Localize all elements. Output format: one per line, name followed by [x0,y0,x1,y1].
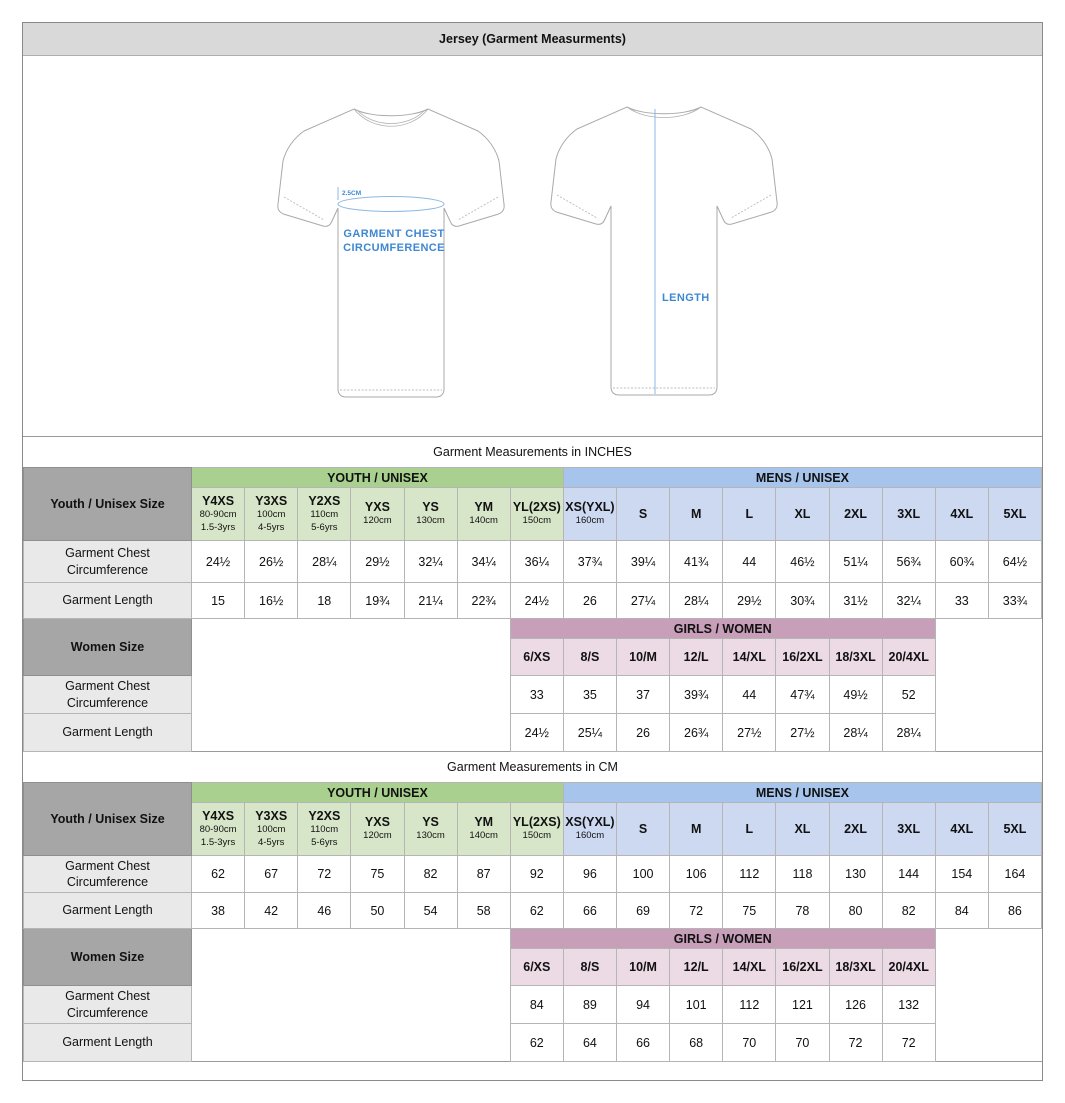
size-col-YXS [351,803,404,856]
empty-region [935,929,1041,986]
women-group-header-row [24,619,1042,639]
size-col-3XL [882,803,935,856]
length-value: 80 [829,893,882,929]
size-col-6/XS [510,949,563,986]
length-value: 30¾ [776,583,829,619]
size-name: YXS [364,815,390,830]
size-col-18/3XL [829,949,882,986]
group-header-row [24,468,1042,488]
offset-label: 2.5CM [342,190,362,197]
chest-value: 37¾ [563,541,616,583]
length-row-label: Garment Length [24,1024,192,1062]
women-chest-value: 112 [723,986,776,1024]
size-name: 8/S [580,649,600,664]
length-value: 46 [298,893,351,929]
size-subtext: 160cm [575,830,605,842]
size-name: 6/XS [523,649,551,664]
chest-value: 34¼ [457,541,510,583]
size-col-8/S [563,949,616,986]
size-name: XL [794,821,811,836]
garment-diagram [23,56,1042,437]
length-value: 54 [404,893,457,929]
women-length-value: 70 [776,1024,829,1062]
size-name: 18/3XL [835,649,876,664]
chest-value: 26½ [245,541,298,583]
empty-region [192,929,511,986]
size-name: L [745,506,754,521]
size-name: 16/2XL [782,649,823,664]
size-subtext: 140cm [469,515,498,527]
women-length-value: 70 [723,1024,776,1062]
length-value: 33¾ [988,583,1041,619]
size-name: Y3XS [255,809,288,824]
size-name: M [690,821,702,836]
size-name: 2XL [844,821,868,836]
size-name: YXS [364,500,390,515]
size-name: 3XL [897,506,921,521]
size-col-YS [404,803,457,856]
women-chest-value: 33 [510,676,563,714]
size-col-6/XS [510,639,563,676]
women-length-value: 62 [510,1024,563,1062]
chest-value: 56¾ [882,541,935,583]
length-row-label: Garment Length [24,714,192,752]
size-subtext: 150cm [522,830,552,842]
chest-value: 164 [988,856,1041,893]
chest-row-label: Garment Chest Circumference [24,986,192,1024]
size-col-YS [404,488,457,541]
size-col-12/L [670,949,723,986]
length-value: 22¾ [457,583,510,619]
empty-region [935,676,1041,714]
size-col-Y4XS [192,803,245,856]
size-col-XS(YXL) [563,488,616,541]
women-chest-value: 39¾ [670,676,723,714]
chest-row-label: Garment Chest Circumference [24,676,192,714]
size-name: L [745,821,754,836]
size-name: Y2XS [308,494,341,509]
size-col-Y2XS [298,488,351,541]
size-name: 4XL [950,821,974,836]
size-col-5XL [988,803,1041,856]
size-col-16/2XL [776,949,829,986]
size-col-2XL [829,488,882,541]
length-row [24,583,1042,619]
women-chest-value: 35 [563,676,616,714]
size-col-Y4XS [192,488,245,541]
women-length-value: 26¾ [670,714,723,752]
tshirt-front-view [278,109,504,397]
size-name: 5XL [1003,506,1027,521]
inches-section [23,437,1042,752]
women-length-value: 26 [617,714,670,752]
size-col-4XL [935,803,988,856]
women-length-value: 64 [563,1024,616,1062]
length-value: 69 [617,893,670,929]
size-subtext: 4-5yrs [257,521,285,533]
youth-unisex-group-header: YOUTH / UNISEX [192,468,564,488]
size-col-YM [457,488,510,541]
size-name: 14/XL [732,959,766,974]
women-group-header-row [24,929,1042,949]
chest-value: 36¼ [510,541,563,583]
size-name: YL(2XS) [512,815,561,830]
size-subtext: 5-6yrs [311,836,338,848]
size-col-L [723,803,776,856]
size-name: Y4XS [202,809,235,824]
chest-row-label: Garment Chest Circumference [24,856,192,893]
mens-unisex-group-header: MENS / UNISEX [563,783,1041,803]
size-name: YS [422,500,439,515]
size-subtext: 5-6yrs [311,521,338,533]
empty-region [192,619,511,676]
chest-value: 28¼ [298,541,351,583]
length-value: 50 [351,893,404,929]
cm-table-title: Garment Measurements in CM [447,760,618,774]
size-col-M [670,803,723,856]
size-name: XS(YXL) [565,500,615,515]
size-col-14/XL [723,949,776,986]
chest-value: 112 [723,856,776,893]
women-chest-value: 84 [510,986,563,1024]
size-col-3XL [882,488,935,541]
size-name: 20/4XL [888,649,929,664]
size-col-8/S [563,639,616,676]
length-row-label: Garment Length [24,583,192,619]
size-col-18/3XL [829,639,882,676]
size-subtext: 160cm [575,515,605,527]
length-value: 78 [776,893,829,929]
tshirt-back-view [551,107,777,395]
length-value: 33 [935,583,988,619]
chest-value: 29½ [351,541,404,583]
women-length-row [24,714,1042,752]
women-chest-value: 37 [617,676,670,714]
empty-region [192,986,511,1024]
size-col-Y2XS [298,803,351,856]
page-border [22,22,1043,1081]
empty-region [192,1024,511,1062]
women-chest-value: 126 [829,986,882,1024]
size-name: 3XL [897,821,921,836]
size-subtext: 80-90cm [199,824,237,836]
women-chest-value: 132 [882,986,935,1024]
women-length-row [24,1024,1042,1062]
women-chest-row [24,986,1042,1024]
women-chest-value: 52 [882,676,935,714]
size-col-YL(2XS) [510,803,563,856]
size-col-4XL [935,488,988,541]
size-name: YS [422,815,439,830]
chest-value: 39¼ [617,541,670,583]
size-name: Y3XS [255,494,288,509]
size-name: 12/L [683,959,709,974]
chest-value: 144 [882,856,935,893]
empty-region [935,1024,1041,1062]
length-value: 16½ [245,583,298,619]
women-chest-row [24,676,1042,714]
size-name: YM [474,500,494,515]
size-col-10/M [617,949,670,986]
chest-label-line2: CIRCUMFERENCE [343,242,445,254]
chest-value: 87 [457,856,510,893]
women-length-value: 66 [617,1024,670,1062]
corner-youth-unisex-size: Youth / Unisex Size [24,468,192,541]
chest-value: 44 [723,541,776,583]
size-subtext: 110cm [310,824,339,836]
mens-unisex-group-header: MENS / UNISEX [563,468,1041,488]
size-name: S [638,506,648,521]
chest-value: 62 [192,856,245,893]
corner-youth-unisex-size: Youth / Unisex Size [24,783,192,856]
women-chest-value: 89 [563,986,616,1024]
tshirt-back-outline [551,107,777,395]
size-subtext: 130cm [416,830,445,842]
women-length-value: 24½ [510,714,563,752]
size-name: YL(2XS) [512,500,561,515]
length-label: LENGTH [662,292,710,304]
size-name: 2XL [844,506,868,521]
size-col-12/L [670,639,723,676]
corner-women-size: Women Size [24,619,192,676]
size-subtext: 150cm [522,515,552,527]
women-length-value: 68 [670,1024,723,1062]
length-value: 31½ [829,583,882,619]
chest-row-label: Garment Chest Circumference [24,541,192,583]
empty-region [192,714,511,752]
chest-label-line1: GARMENT CHEST [343,228,445,240]
empty-region [935,986,1041,1024]
corner-women-size: Women Size [24,929,192,986]
women-chest-value: 47¾ [776,676,829,714]
chest-value: 96 [563,856,616,893]
size-col-14/XL [723,639,776,676]
size-subtext: 130cm [416,515,445,527]
women-length-value: 72 [882,1024,935,1062]
chest-value: 106 [670,856,723,893]
length-value: 38 [192,893,245,929]
size-col-20/4XL [882,949,935,986]
size-col-S [617,488,670,541]
length-value: 19¾ [351,583,404,619]
size-col-YXS [351,488,404,541]
chest-value: 24½ [192,541,245,583]
chest-value: 118 [776,856,829,893]
women-chest-value: 121 [776,986,829,1024]
size-name: 4XL [950,506,974,521]
length-value: 24½ [510,583,563,619]
chest-value: 64½ [988,541,1041,583]
size-name: XL [794,506,811,521]
size-name: 14/XL [732,649,766,664]
inches-table-title: Garment Measurements in INCHES [433,445,632,459]
chest-value: 100 [617,856,670,893]
length-value: 15 [192,583,245,619]
size-col-20/4XL [882,639,935,676]
chest-value: 51¼ [829,541,882,583]
women-chest-value: 94 [617,986,670,1024]
empty-region [935,619,1041,676]
women-length-value: 72 [829,1024,882,1062]
page-title: Jersey (Garment Measurments) [23,23,1042,56]
size-col-M [670,488,723,541]
size-col-S [617,803,670,856]
size-subtext: 120cm [363,830,392,842]
size-name: 8/S [580,959,600,974]
chest-row [24,541,1042,583]
size-subtext: 110cm [310,509,339,521]
empty-region [192,676,511,714]
length-value: 66 [563,893,616,929]
women-length-value: 28¼ [829,714,882,752]
empty-region [935,714,1041,752]
size-subtext: 1.5-3yrs [200,521,236,533]
size-col-5XL [988,488,1041,541]
chest-row [24,856,1042,893]
length-value: 29½ [723,583,776,619]
youth-unisex-group-header: YOUTH / UNISEX [192,783,564,803]
length-value: 21¼ [404,583,457,619]
chest-value: 130 [829,856,882,893]
length-value: 75 [723,893,776,929]
girls-women-group-header: GIRLS / WOMEN [510,929,935,949]
women-length-value: 27½ [723,714,776,752]
size-col-YL(2XS) [510,488,563,541]
length-value: 26 [563,583,616,619]
chest-value: 72 [298,856,351,893]
chest-value: 92 [510,856,563,893]
size-col-L [723,488,776,541]
size-subtext: 140cm [469,830,498,842]
size-subtext: 100cm [256,509,286,521]
length-value: 32¼ [882,583,935,619]
size-col-XL [776,488,829,541]
chest-value: 82 [404,856,457,893]
length-value: 27¼ [617,583,670,619]
size-name: 6/XS [523,959,551,974]
length-value: 18 [298,583,351,619]
women-length-value: 28¼ [882,714,935,752]
size-name: XS(YXL) [565,815,615,830]
chest-value: 60¾ [935,541,988,583]
size-name: YM [474,815,494,830]
length-value: 28¼ [670,583,723,619]
size-col-XS(YXL) [563,803,616,856]
size-subtext: 1.5-3yrs [200,836,236,848]
chest-value: 75 [351,856,404,893]
size-col-YM [457,803,510,856]
size-name: M [690,506,702,521]
size-col-Y3XS [245,488,298,541]
size-col-2XL [829,803,882,856]
length-value: 86 [988,893,1041,929]
cm-section [23,752,1042,1062]
size-name: 20/4XL [888,959,929,974]
size-name: 16/2XL [782,959,823,974]
measurements-inches-table [23,467,1042,752]
size-name: S [638,821,648,836]
chest-value: 67 [245,856,298,893]
size-name: 18/3XL [835,959,876,974]
size-subtext: 80-90cm [199,509,237,521]
women-chest-value: 44 [723,676,776,714]
size-name: Y2XS [308,809,341,824]
chest-value: 154 [935,856,988,893]
size-name: 12/L [683,649,709,664]
size-col-Y3XS [245,803,298,856]
length-value: 58 [457,893,510,929]
size-col-XL [776,803,829,856]
measurements-cm-table [23,782,1042,1062]
length-value: 72 [670,893,723,929]
size-col-10/M [617,639,670,676]
size-name: 10/M [629,649,657,664]
size-col-16/2XL [776,639,829,676]
girls-women-group-header: GIRLS / WOMEN [510,619,935,639]
length-value: 62 [510,893,563,929]
group-header-row [24,783,1042,803]
size-subtext: 100cm [256,824,286,836]
women-chest-value: 49½ [829,676,882,714]
chest-value: 41¾ [670,541,723,583]
size-subtext: 4-5yrs [257,836,285,848]
women-length-value: 27½ [776,714,829,752]
length-row [24,893,1042,929]
length-value: 42 [245,893,298,929]
length-value: 82 [882,893,935,929]
chest-value: 46½ [776,541,829,583]
tshirt-diagram-svg [23,56,1042,435]
size-subtext: 120cm [363,515,392,527]
chest-value: 32¼ [404,541,457,583]
size-name: 10/M [629,959,657,974]
women-length-value: 25¼ [563,714,616,752]
size-name: Y4XS [202,494,235,509]
women-chest-value: 101 [670,986,723,1024]
size-name: 5XL [1003,821,1027,836]
length-row-label: Garment Length [24,893,192,929]
length-value: 84 [935,893,988,929]
